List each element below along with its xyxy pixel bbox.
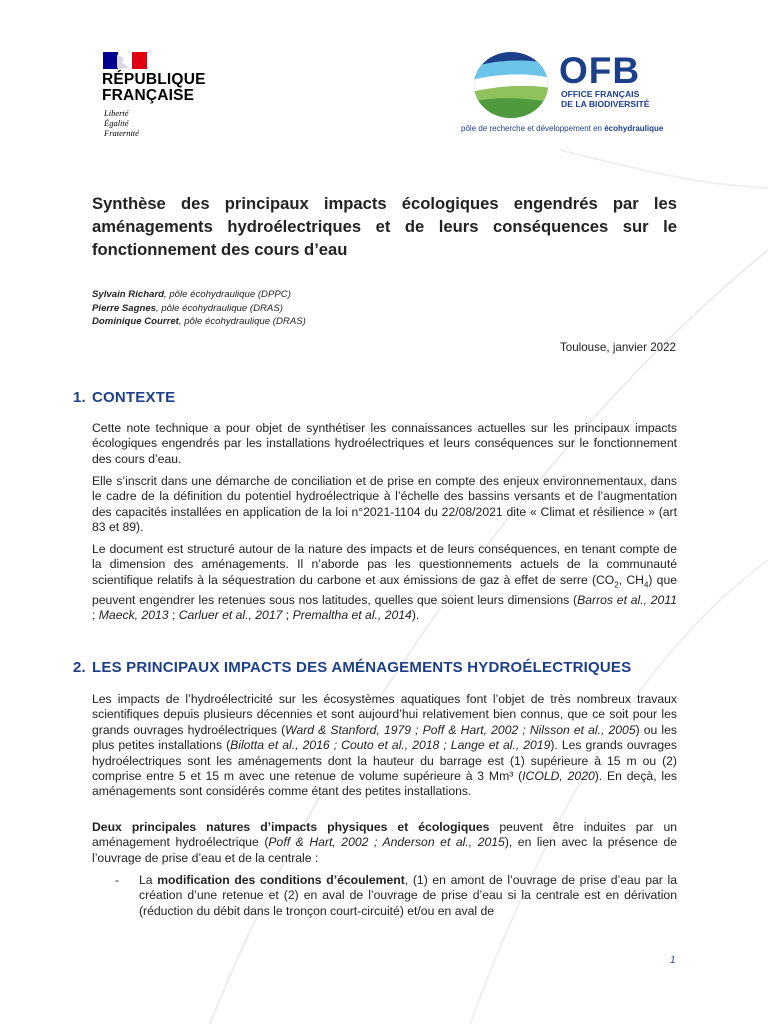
paragraph: Deux principales natures d’impacts physiques et écologiques peuvent être induites par un aménagement hydroélectrique (Poff & Hart, 2002 ; Anderson et al., 2015), en lien avec la présence de l’ouvrage de prise d’eau et de la centrale : bbox=[92, 820, 678, 865]
author-line: Pierre Sagnes, pôle écohydraulique (DRAS) bbox=[92, 302, 283, 314]
page-number: 1 bbox=[670, 955, 676, 966]
paragraph: Les impacts de l’hydroélectricité sur les écosystèmes aquatiques font l’objet de très nombreux travaux scientifiques depuis plusieurs décennies et sont aujourd’hui relativement bien connus, que ce soit pour les grands ouvrages hydroélectriques (Ward & Stanford, 1979 ; Poff & Hart, 2002 ; Nilsson et al., 2005) ou les plus petites installations (Bilotta et al., 2016 ; Couto et al., 2018 ; Lange et al., 2019). Les grands ouvrages hydroélectriques sont les aménagements dont la hauteur du barrage est (1) supérieure à 15 m ou (2) comprise entre 5 et 15 m avec une retenue de volume supérieure à 3 Mm³ (ICOLD, 2020). En deçà, les aménagements sont considérés comme étant des petites installations. bbox=[92, 692, 678, 799]
document-title: Synthèse des principaux impacts écologiques engendrés par les aménagements hydroélectriques et de leurs conséquences sur le fonctionnement des cours d’eau bbox=[92, 194, 677, 259]
ofb-tagline: pôle de recherche et développement en écohydraulique bbox=[461, 124, 664, 133]
author-line: Dominique Courret, pôle écohydraulique (DRAS) bbox=[92, 316, 306, 327]
section-heading-impacts: 2. LES PRINCIPAUX IMPACTS DES AMÉNAGEMENTS HYDROÉLECTRIQUES bbox=[73, 659, 632, 676]
paragraph: Cette note technique a pour objet de synthétiser les connaissances actuelles sur les principaux impacts écologiques engendrés par les installations hydroélectriques et leurs conséquences sur le fonctionnement des cours d’eau. bbox=[92, 421, 677, 466]
ofb-acronym: OFB bbox=[559, 50, 641, 91]
ofb-logo-icon bbox=[471, 50, 551, 120]
author-list bbox=[92, 288, 306, 329]
republique-francaise-name: RÉPUBLIQUE FRANÇAISE bbox=[102, 71, 206, 104]
ofb-full-name: OFFICE FRANÇAIS DE LA BIODIVERSITÉ bbox=[561, 89, 650, 109]
paragraph: Le document est structuré autour de la nature des impacts et de leurs conséquences, en tenant compte de la dimension des aménagements. Il n’aborde pas les questionnements actuels de la communauté scientifique relatifs à la séquestration du carbone et aux émissions de gaz à effet de serre ($CO_2$, $CH_4$) que peuvent engendrer les retenues sous nos latitudes, quelles que soient leurs dimensions (Barros et al., 2011 ; Maeck, 2013 ; Carluer et al., 2017 ; Premaltha et al., 2014). bbox=[92, 542, 678, 623]
republique-motto: Liberté Égalité Fraternité bbox=[104, 108, 139, 138]
bullet-dash: - bbox=[115, 873, 120, 887]
section-heading-contexte: 1. CONTEXTE bbox=[73, 389, 176, 406]
list-item: - La modification des conditions d’écoulement, (1) en amont de l’ouvrage de prise d’eau par la création d’une retenue et (2) en aval de l’ouvrage de prise d’eau si la centrale est en dérivation (réduction du débit dans le tronçon court-circuité) et/ou en aval de bbox=[115, 873, 677, 918]
place-date: Toulouse, janvier 2022 bbox=[559, 341, 676, 354]
author-line: Sylvain Richard, pôle écohydraulique (DPPC) bbox=[92, 289, 291, 300]
marianne-flag-icon bbox=[103, 52, 147, 69]
paragraph: Elle s’inscrit dans une démarche de conciliation et de prise en compte des enjeux environnementaux, dans le cadre de la définition du potentiel hydroélectrique à l’échelle des bassins versants et de l’augmentation des capacités installées en application de la loi n°2021-1104 du 22/08/2021 dite « Climat et résilience » (art 83 et 89). bbox=[92, 474, 677, 535]
